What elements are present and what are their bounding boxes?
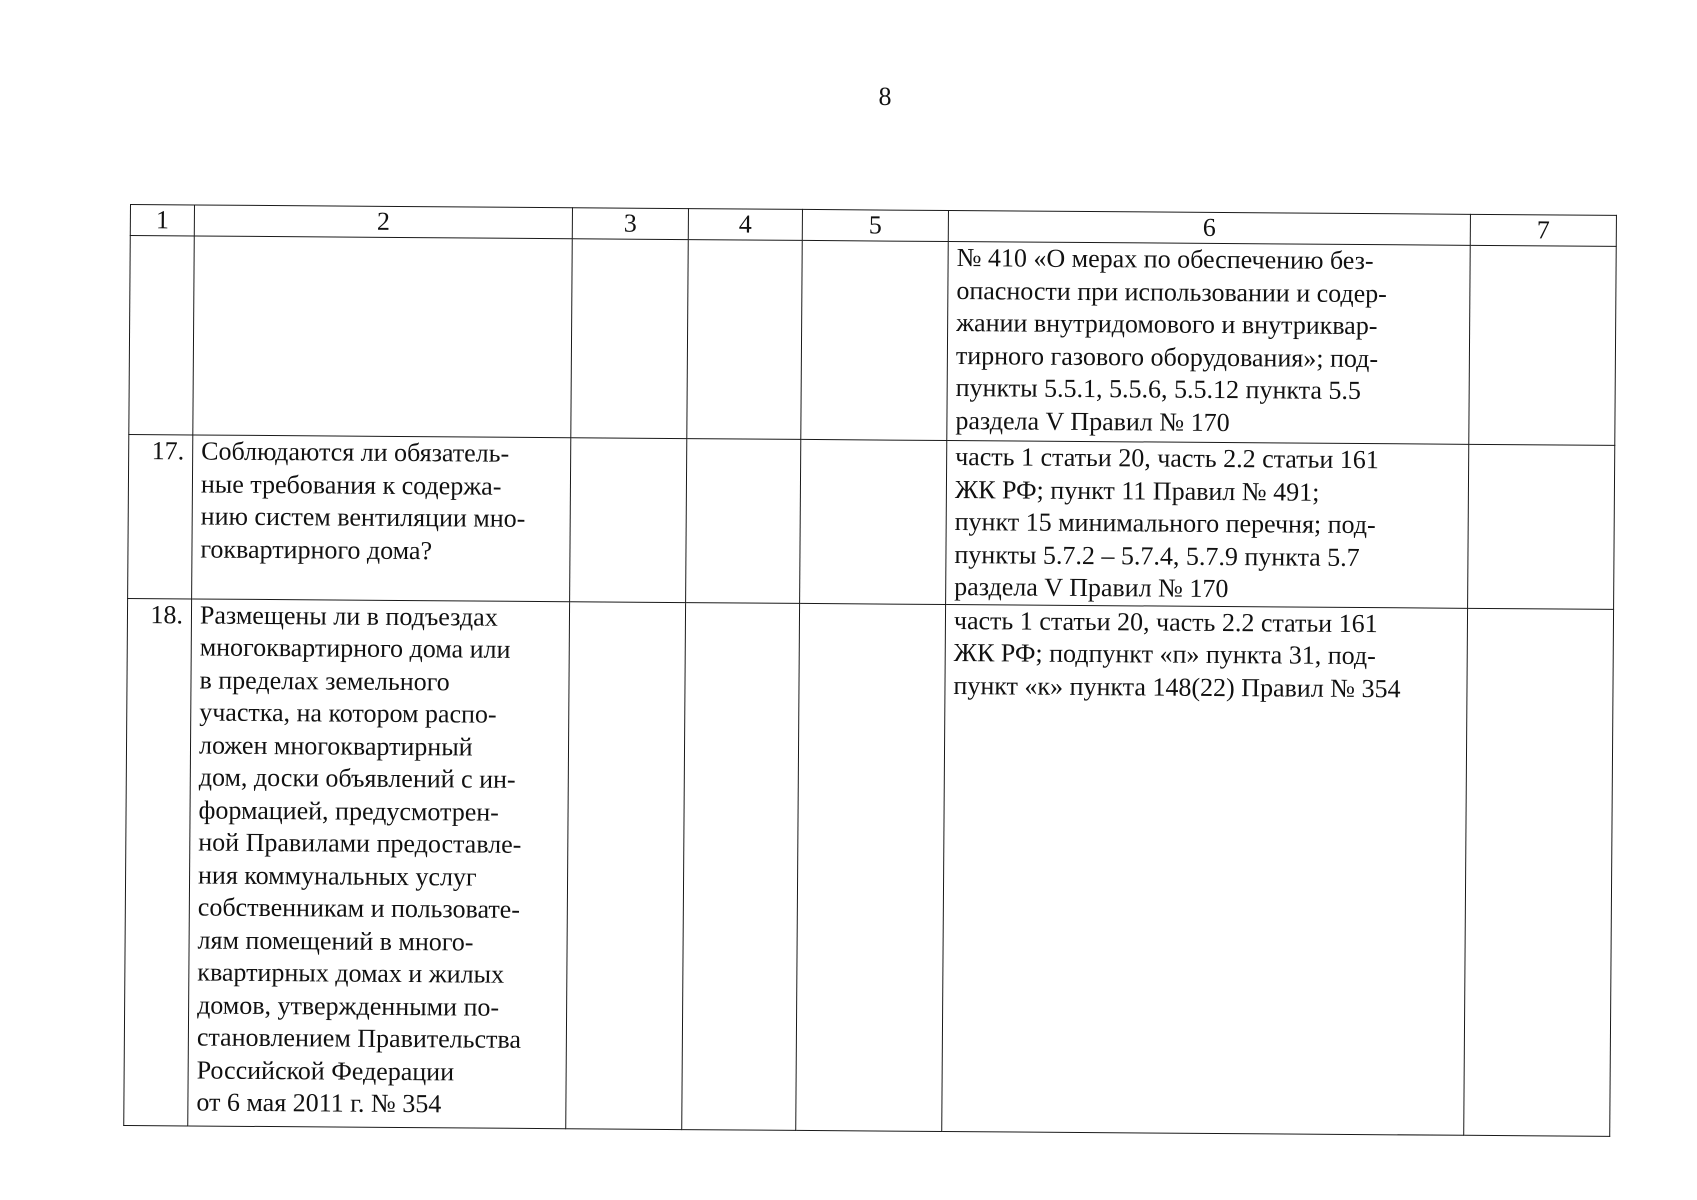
empty-cell — [682, 602, 800, 1130]
empty-cell — [566, 601, 686, 1129]
column-header-1: 1 — [130, 205, 194, 236]
question-cell — [193, 236, 572, 438]
empty-cell — [1469, 245, 1616, 445]
empty-cell — [571, 239, 688, 439]
question-line: дом, доски объявлений с ин- — [198, 762, 516, 794]
question-line: гоквартирного дома? — [200, 534, 433, 565]
legal-basis-line: раздела V Правил № 170 — [954, 572, 1229, 604]
legal-basis-line: пункт 15 минимального перечня; под- — [954, 507, 1376, 540]
requirements-table — [123, 204, 1617, 1136]
question-line: становлением Правительства — [196, 1022, 522, 1054]
legal-basis-line: тирного газового оборудования»; под- — [955, 340, 1379, 373]
question-line: квартирных домах и жилых — [197, 957, 505, 989]
legal-basis-cell — [942, 604, 1468, 1135]
row-number-cell: 18. — [124, 598, 192, 1125]
question-line: многоквартирного дома или — [199, 632, 511, 664]
legal-basis-cell — [946, 440, 1469, 607]
question-line: собственникам и пользовате- — [197, 892, 521, 924]
question-line: Соблюдаются ли обязатель- — [201, 436, 510, 468]
legal-basis-line: опасности при использовании и содер- — [956, 275, 1388, 308]
legal-basis-line: пункты 5.5.1, 5.5.6, 5.5.12 пункта 5.5 — [955, 373, 1362, 406]
question-line: участка, на котором распо- — [199, 697, 497, 729]
legal-basis-line: жании внутридомового и внутриквар- — [956, 308, 1378, 341]
column-header-3: 3 — [572, 208, 688, 240]
row-number-cell — [129, 236, 194, 435]
question-cell — [188, 598, 570, 1128]
empty-cell — [686, 439, 801, 603]
column-header-5: 5 — [802, 209, 948, 241]
legal-basis-line: раздела V Правил № 170 — [955, 405, 1230, 437]
empty-cell — [1468, 444, 1615, 609]
question-line: ложен многоквартирный — [198, 730, 473, 762]
legal-basis-line: № 410 «О мерах по обеспечению без- — [956, 243, 1374, 276]
table-row-18 — [124, 598, 1614, 1136]
column-header-4: 4 — [688, 209, 802, 241]
legal-basis-line: ЖК РФ; пункт 11 Правил № 491; — [954, 474, 1320, 507]
legal-basis-line: часть 1 статьи 20, часть 2.2 статьи 161 — [955, 442, 1379, 475]
table-row-17 — [128, 434, 1615, 608]
question-line: нию систем вентиляции мно- — [200, 501, 526, 533]
empty-cell — [570, 438, 687, 602]
legal-basis-cell — [947, 241, 1470, 444]
question-line: формацией, предусмотрен- — [198, 795, 500, 827]
empty-cell — [801, 240, 948, 440]
legal-basis-line: пункт «к» пункта 148(22) Правил № 354 — [953, 670, 1401, 703]
question-line: ния коммунальных услуг — [197, 860, 477, 892]
row-number-cell: 17. — [128, 434, 193, 598]
column-header-6: 6 — [948, 210, 1470, 245]
question-cell — [192, 435, 571, 601]
legal-basis-line: пункты 5.7.2 – 5.7.4, 5.7.9 пункта 5.7 — [954, 539, 1360, 572]
question-line: лям помещений в много- — [197, 925, 474, 957]
legal-basis-line: ЖК РФ; подпункт «п» пункта 31, под- — [953, 638, 1376, 671]
question-line: в пределах земельного — [199, 665, 450, 696]
legal-basis-line: часть 1 статьи 20, часть 2.2 статьи 161 — [953, 605, 1378, 638]
question-line: Размещены ли в подъездах — [199, 600, 498, 632]
column-header-2: 2 — [194, 205, 572, 239]
question-line: домов, утвержденными по- — [197, 990, 500, 1022]
question-line: ной Правилами предоставле- — [198, 827, 522, 859]
question-line: от 6 мая 2011 г. № 354 — [196, 1087, 442, 1119]
empty-cell — [800, 439, 947, 604]
table-row-continuation — [129, 236, 1616, 446]
question-line: Российской Федерации — [196, 1055, 455, 1086]
empty-cell — [796, 603, 946, 1131]
empty-cell — [1464, 608, 1614, 1136]
page-number: 8 — [878, 82, 892, 111]
empty-cell — [687, 240, 802, 440]
question-line: ные требования к содержа- — [200, 469, 502, 501]
column-header-7: 7 — [1470, 214, 1616, 246]
